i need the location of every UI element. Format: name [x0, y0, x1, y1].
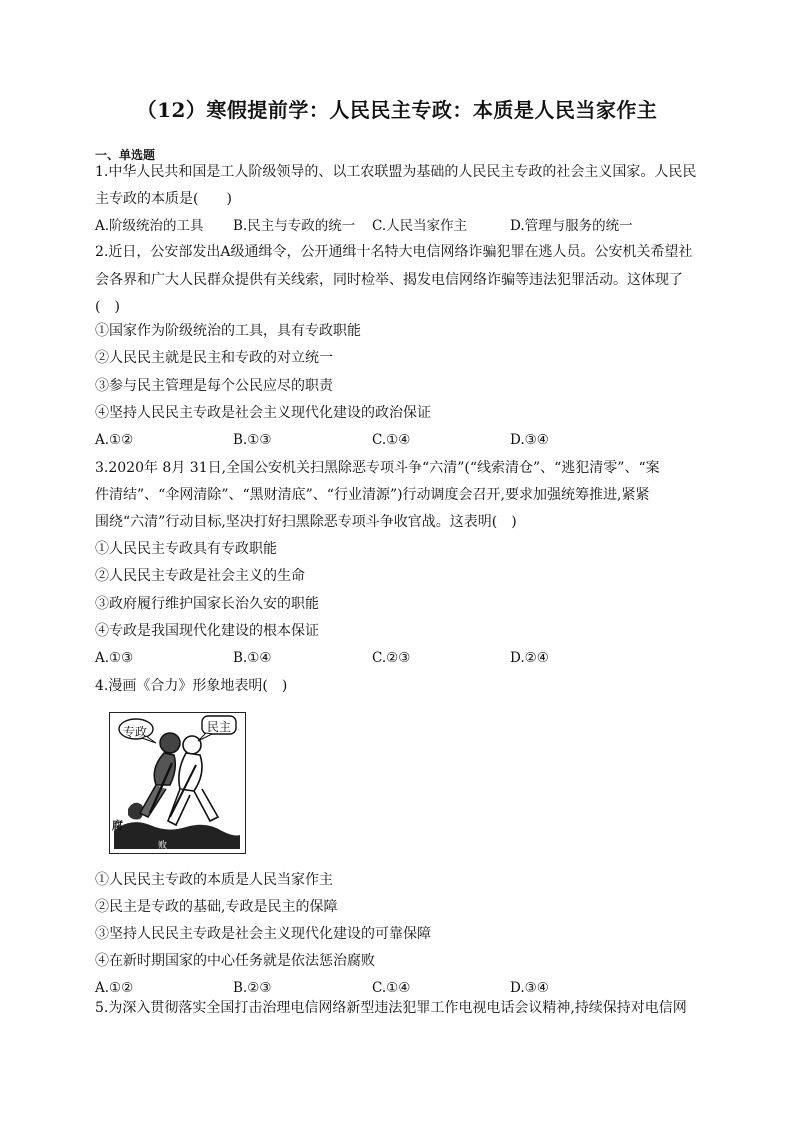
cartoon-image [109, 712, 246, 854]
option-b: B.①③ [233, 432, 272, 448]
question-3-text-line-3: 围绕“六清”行动目标,坚决打好扫黑除恶专项斗争收官战。这表明( ) [95, 514, 517, 530]
question-3-options [95, 649, 695, 667]
question-4-statement-2: ②民主是专政的基础,专政是民主的保障 [95, 899, 338, 915]
question-2-statement-3: ③参与民主管理是每个公民应尽的职责 [95, 378, 333, 394]
option-d: D.③④ [510, 432, 549, 448]
ground-label-right: 败 [158, 841, 168, 851]
option-d: D.③④ [510, 980, 549, 996]
question-5-text-line-1: 5.为深入贯彻落实全国打击治理电信网络新型违法犯罪工作电视电话会议精神,持续保持对电信网 [95, 1000, 687, 1016]
option-c: C.①④ [372, 432, 411, 448]
question-3-statement-3: ③政府履行维护国家长治久安的职能 [95, 596, 319, 612]
question-2-text-line-3: ( ) [95, 299, 120, 315]
question-3-text-line-1: 3.2020年 8月 31日,全国公安机关扫黑除恶专项斗争“六清”(“线索清仓”、“逃犯清零”、“案 [95, 460, 660, 476]
option-a: A.①② [95, 980, 134, 996]
option-b: B.②③ [233, 980, 272, 996]
question-2-statement-4: ④坚持人民民主专政是社会主义现代化建设的政治保证 [95, 405, 431, 421]
question-2-text-line-1: 2.近日，公安部发出A级通缉令，公开通缉十名特大电信网络诈骗犯罪在逃人员。公安机关希望社 [95, 244, 693, 260]
question-3-statement-4: ④专政是我国现代化建设的根本保证 [95, 623, 319, 639]
question-1-options [95, 217, 695, 235]
question-4-options [95, 979, 695, 997]
question-4-text-line-1: 4.漫画《合力》形象地表明( ) [95, 678, 288, 694]
option-c: C.人民当家作主 [372, 218, 468, 234]
question-4-statement-4: ④在新时期国家的中心任务就是依法惩治腐败 [95, 953, 375, 969]
option-c: C.②③ [372, 650, 411, 666]
question-4-statement-1: ①人民民主专政的本质是人民当家作主 [95, 872, 333, 888]
bubble-label-dictatorship: 专政 [123, 725, 148, 739]
question-1-text-line-2: 主专政的本质是( ) [95, 191, 232, 207]
option-d: D.②④ [510, 650, 549, 666]
question-2-options [95, 431, 695, 449]
question-1-text-line-1: 1.中华人民共和国是工人阶级领导的、以工农联盟为基础的人民民主专政的社会主义国家。人民民 [95, 164, 697, 180]
bubble-label-democracy: 民主 [207, 720, 232, 734]
option-b: B.民主与专政的统一 [233, 218, 356, 234]
section-heading: 一、单选题 [95, 148, 156, 162]
question-3-statement-1: ①人民民主专政具有专政职能 [95, 541, 277, 557]
option-c: C.①④ [372, 980, 411, 996]
option-d: D.管理与服务的统一 [510, 218, 633, 234]
question-3-text-line-2: 件清结”、“伞网清除”、“黑财清底”、“行业清源”)行动调度会召开,要求加强统筹推进,紧紧 [95, 487, 650, 503]
option-b: B.①④ [233, 650, 272, 666]
question-3-statement-2: ②人民民主专政是社会主义的生命 [95, 568, 305, 584]
ground-label-left: 腐 [112, 819, 123, 832]
question-2-statement-2: ②人民民主就是民主和专政的对立统一 [95, 350, 333, 366]
option-a: A.①② [95, 432, 134, 448]
option-a: A.①③ [95, 650, 134, 666]
page-title: （12）寒假提前学：人民民主专政：本质是人民当家作主 [136, 98, 658, 122]
question-4-statement-3: ③坚持人民民主专政是社会主义现代化建设的可靠保障 [95, 926, 431, 942]
option-a: A.阶级统治的工具 [95, 218, 204, 234]
question-2-text-line-2: 会各界和广大人民群众提供有关线索，同时检举、揭发电信网络诈骗等违法犯罪活动。这体现了 [95, 272, 683, 288]
question-2-statement-1: ①国家作为阶级统治的工具，具有专政职能 [95, 323, 361, 339]
